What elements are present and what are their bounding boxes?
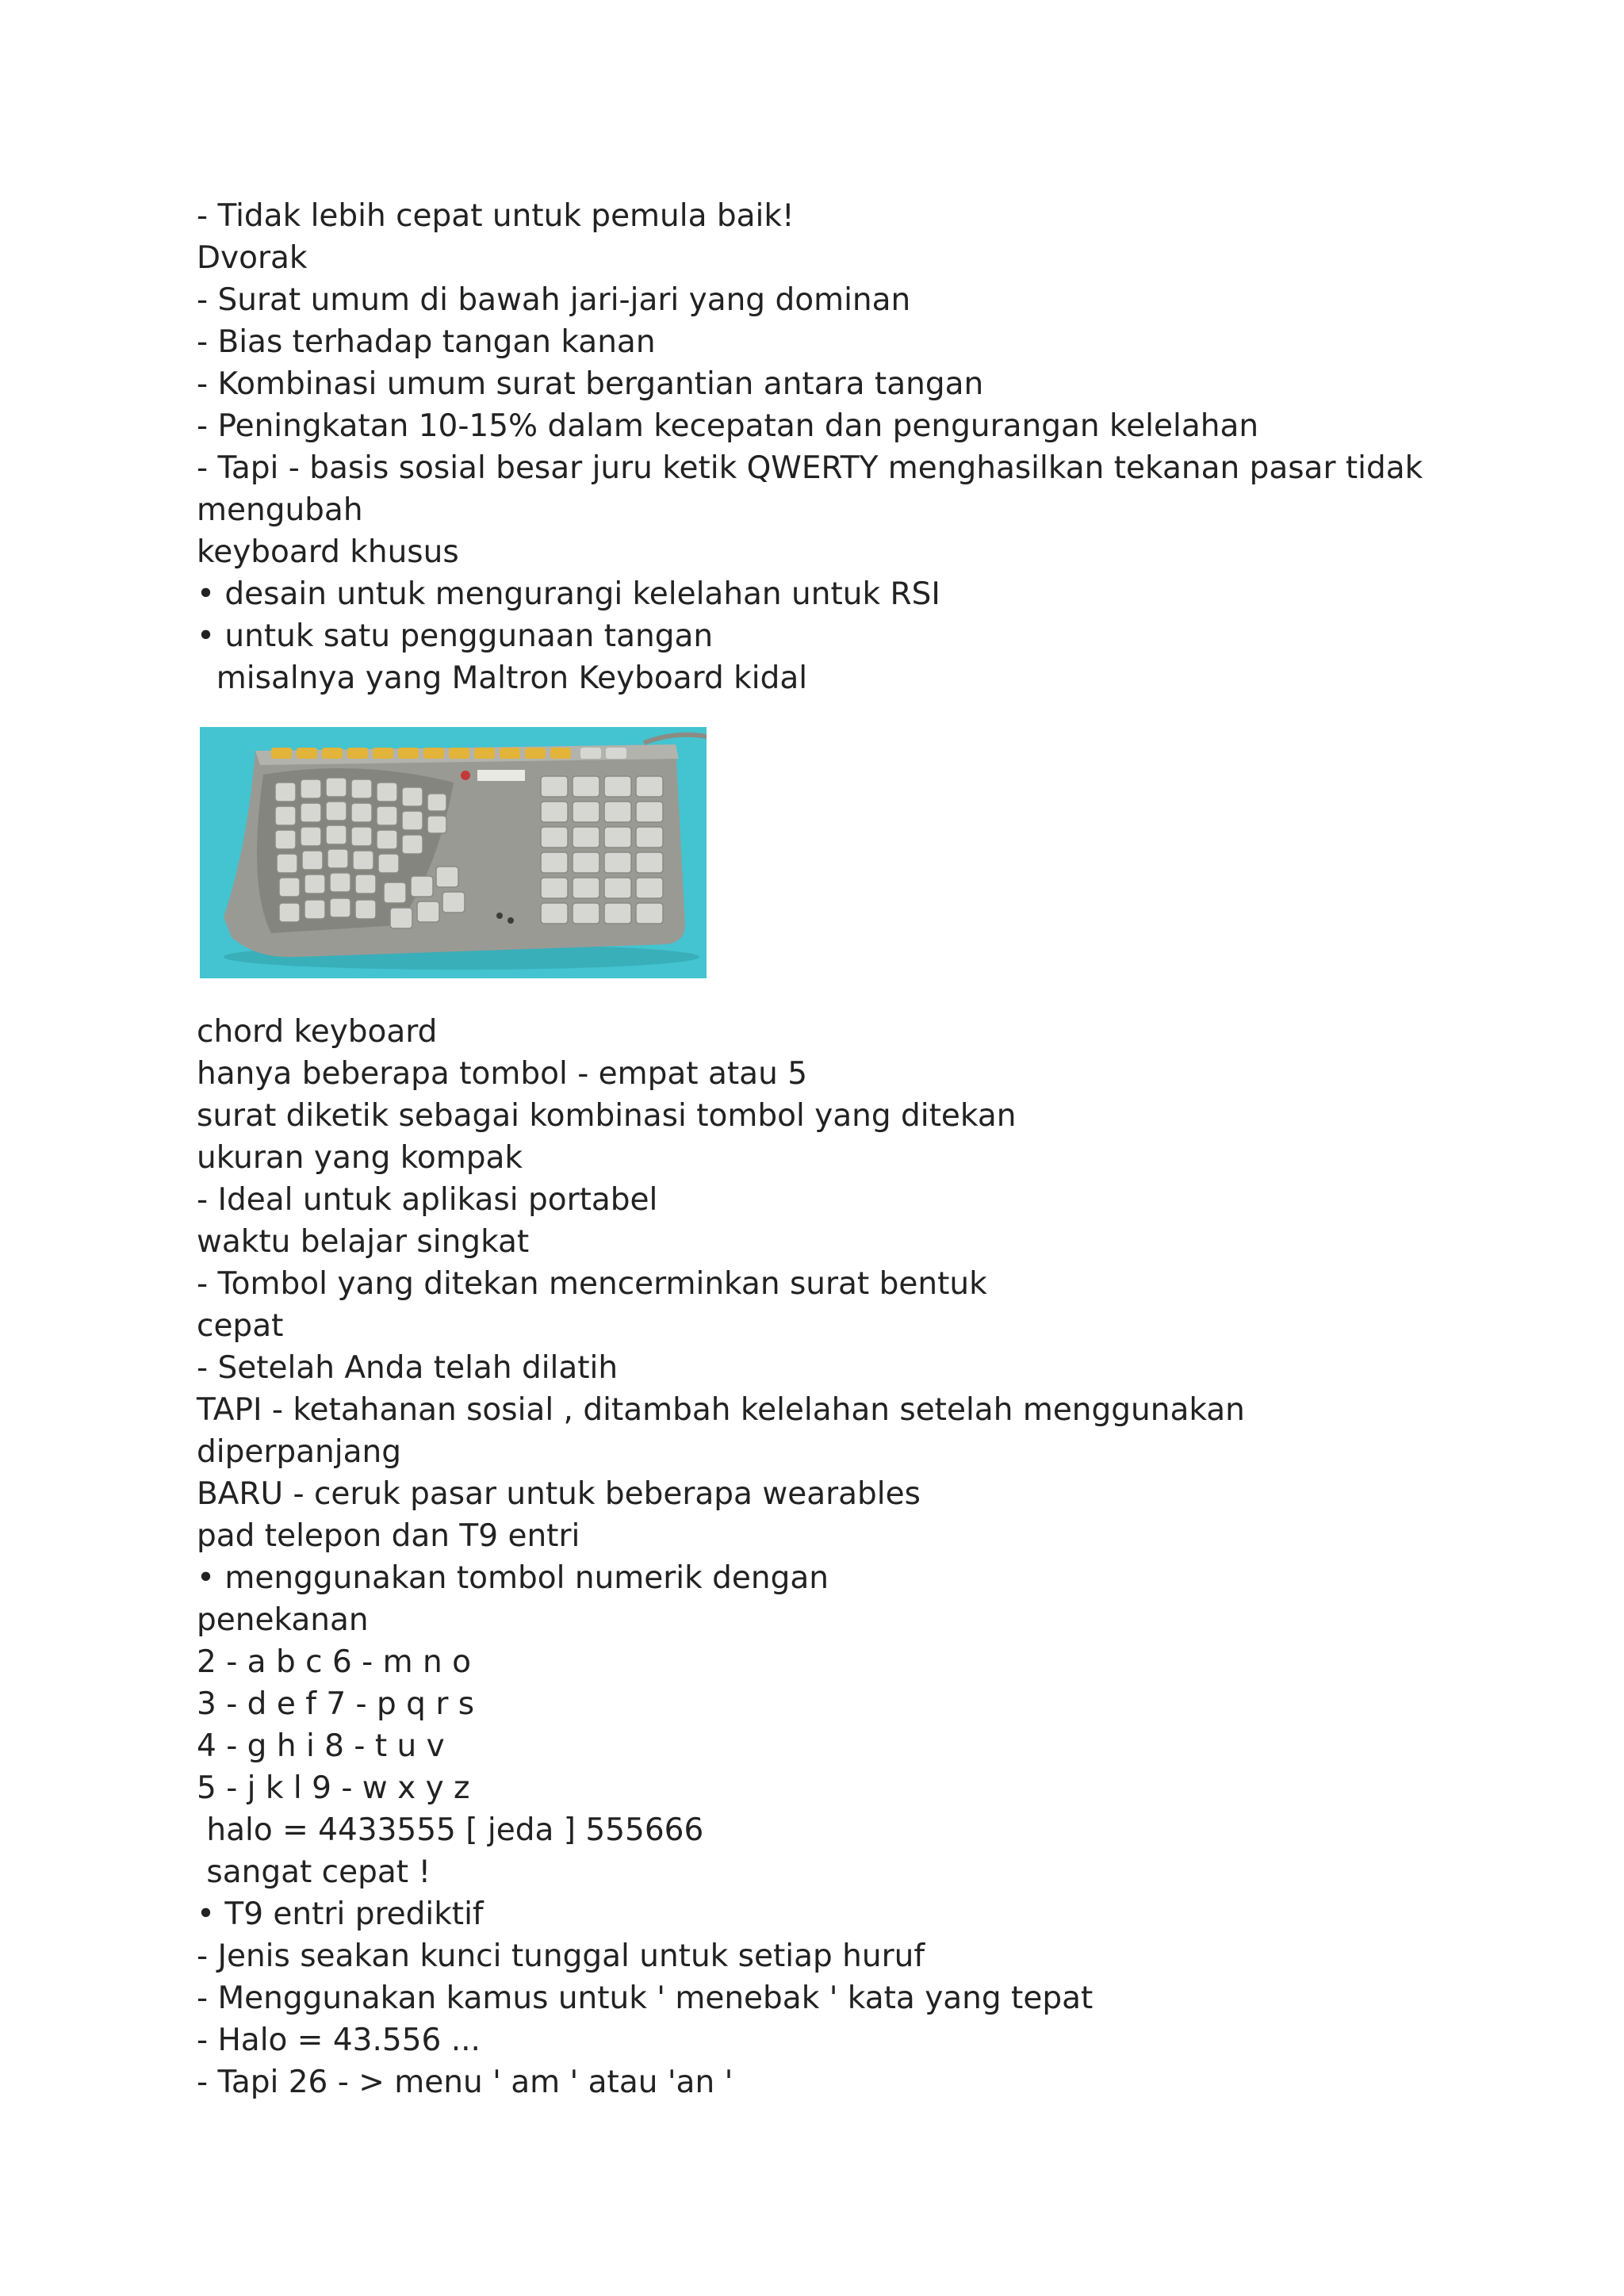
text-section-top <box>197 195 1465 699</box>
text-line: penekanan <box>197 1602 369 1638</box>
text-line: - Menggunakan kamus untuk ' menebak ' kata yang tepat <box>197 1980 1094 2016</box>
text-line: - Tapi 26 - > menu ' am ' atau 'an ' <box>197 2064 733 2100</box>
text-line: - Ideal untuk aplikasi portabel <box>197 1182 658 1218</box>
text-line: misalnya yang Maltron Keyboard kidal <box>197 660 808 696</box>
maltron-keyboard-icon <box>200 727 707 978</box>
text-line: - Kombinasi umum surat bergantian antara tangan <box>197 366 984 402</box>
text-section-bottom <box>197 1011 1465 2103</box>
text-line: • untuk satu penggunaan tangan <box>197 618 714 654</box>
text-line: diperpanjang <box>197 1434 401 1470</box>
text-line: Dvorak <box>197 240 308 276</box>
text-line: cepat <box>197 1308 284 1344</box>
text-line: - Tidak lebih cepat untuk pemula baik! <box>197 198 795 234</box>
text-line: chord keyboard <box>197 1014 438 1050</box>
text-line: TAPI - ketahanan sosial , ditambah kelelahan setelah menggunakan <box>197 1392 1245 1428</box>
text-line: hanya beberapa tombol - empat atau 5 <box>197 1056 808 1092</box>
text-line: ukuran yang kompak <box>197 1140 523 1176</box>
text-line: • T9 entri prediktif <box>197 1896 484 1932</box>
text-line: BARU - ceruk pasar untuk beberapa wearables <box>197 1476 921 1512</box>
text-line: - Tombol yang ditekan mencerminkan surat bentuk <box>197 1266 987 1302</box>
text-line: surat diketik sebagai kombinasi tombol yang ditekan <box>197 1098 1017 1134</box>
text-line: - Surat umum di bawah jari-jari yang dominan <box>197 282 911 318</box>
text-line: • desain untuk mengurangi kelelahan untuk RSI <box>197 576 940 612</box>
text-line: • menggunakan tombol numerik dengan <box>197 1560 829 1596</box>
keyboard-photo <box>200 727 707 978</box>
text-line: 5 - j k l 9 - w x y z <box>197 1770 470 1806</box>
text-line: keyboard khusus <box>197 534 459 570</box>
text-line: - Tapi - basis sosial besar juru ketik QWERTY menghasilkan tekanan pasar tidak <box>197 450 1423 486</box>
text-line: mengubah <box>197 492 363 528</box>
text-line: 4 - g h i 8 - t u v <box>197 1728 445 1764</box>
text-line: - Halo = 43.556 ... <box>197 2022 481 2058</box>
text-line: - Setelah Anda telah dilatih <box>197 1350 619 1386</box>
text-line: pad telepon dan T9 entri <box>197 1518 580 1554</box>
text-line: sangat cepat ! <box>197 1854 431 1890</box>
text-line: - Jenis seakan kunci tunggal untuk setiap huruf <box>197 1938 925 1974</box>
text-line: - Bias terhadap tangan kanan <box>197 324 656 360</box>
text-line: 3 - d e f 7 - p q r s <box>197 1686 475 1722</box>
text-line: waktu belajar singkat <box>197 1224 530 1260</box>
text-line: - Peningkatan 10-15% dalam kecepatan dan pengurangan kelelahan <box>197 408 1259 444</box>
text-line: halo = 4433555 [ jeda ] 555666 <box>197 1812 704 1848</box>
text-line: 2 - a b c 6 - m n o <box>197 1644 472 1680</box>
